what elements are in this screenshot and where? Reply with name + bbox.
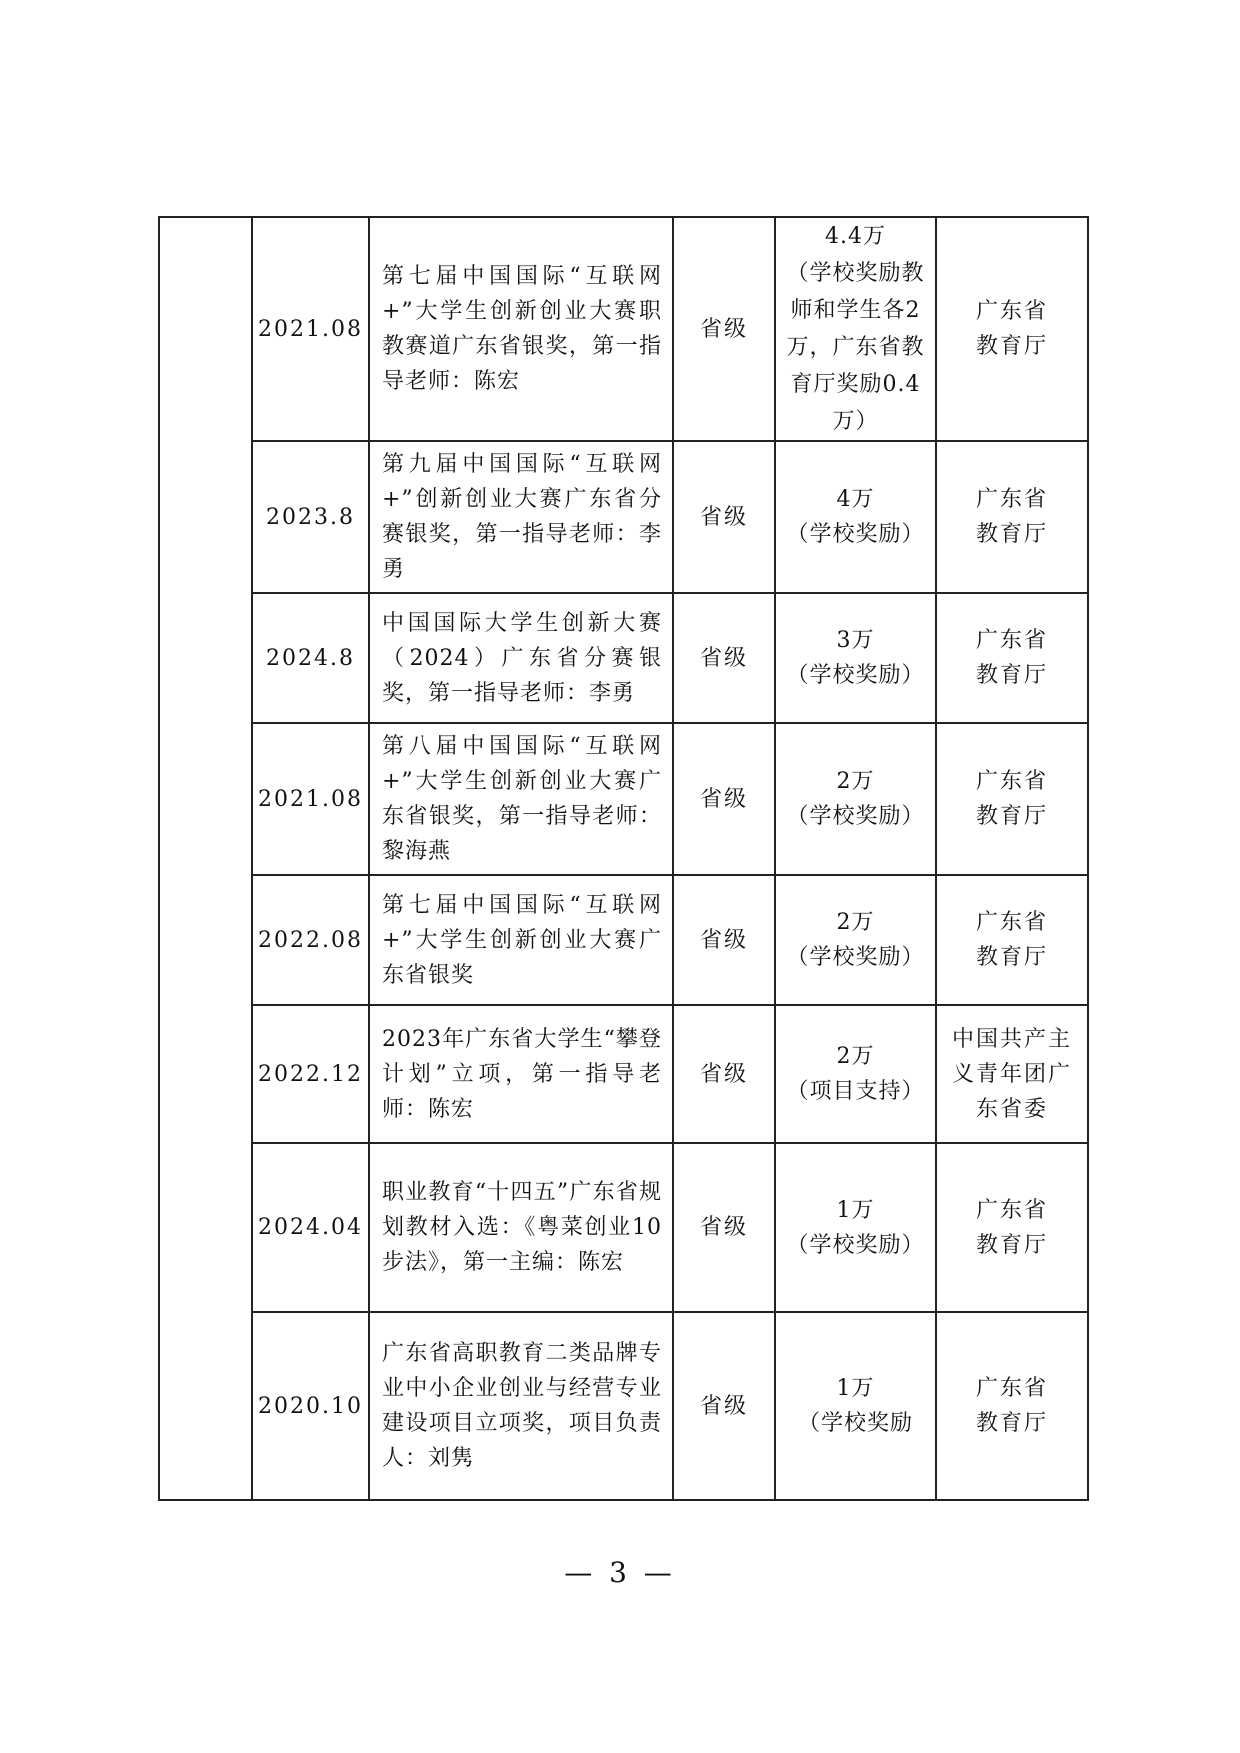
award-amount: 4.4万 （学校奖励教师和学生各2万，广东省教育厅奖励0.4万） [775, 217, 936, 441]
table-row [159, 1005, 1088, 1143]
award-amount: 2万 （学校奖励） [775, 723, 936, 875]
award-date: 2022.12 [252, 1005, 369, 1143]
table-row [159, 1143, 1088, 1312]
award-level: 省级 [673, 217, 775, 441]
award-level: 省级 [673, 593, 775, 723]
awards-table [158, 216, 1089, 1501]
award-date: 2024.8 [252, 593, 369, 723]
award-amount: 3万 （学校奖励） [775, 593, 936, 723]
award-amount: 2万 （学校奖励） [775, 875, 936, 1005]
award-date: 2020.10 [252, 1312, 369, 1500]
award-description: 2023年广东省大学生“攀登计划”立项，第一指导老师：陈宏 [369, 1005, 673, 1143]
award-date: 2023.8 [252, 441, 369, 593]
award-amount: 2万 （项目支持） [775, 1005, 936, 1143]
award-description: 中国国际大学生创新大赛（2024）广东省分赛银奖，第一指导老师：李勇 [369, 593, 673, 723]
award-issuer: 中国共产主义青年团广东省委 [936, 1005, 1088, 1143]
award-issuer: 广东省 教育厅 [936, 1143, 1088, 1312]
award-issuer: 广东省 教育厅 [936, 441, 1088, 593]
award-amount: 1万 （学校奖励 [775, 1312, 936, 1500]
award-issuer: 广东省 教育厅 [936, 723, 1088, 875]
award-description: 职业教育“十四五”广东省规划教材入选：《粤菜创业10步法》，第一主编：陈宏 [369, 1143, 673, 1312]
table-row [159, 217, 1088, 441]
table-row [159, 1312, 1088, 1500]
award-description: 第七届中国国际“互联网+”大学生创新创业大赛广东省银奖 [369, 875, 673, 1005]
award-issuer: 广东省 教育厅 [936, 593, 1088, 723]
award-amount: 1万 （学校奖励） [775, 1143, 936, 1312]
award-issuer: 广东省 教育厅 [936, 1312, 1088, 1500]
award-level: 省级 [673, 1143, 775, 1312]
award-description: 第八届中国国际“互联网+”大学生创新创业大赛广东省银奖，第一指导老师：黎海燕 [369, 723, 673, 875]
award-description: 广东省高职教育二类品牌专业中小企业创业与经营专业建设项目立项奖，项目负责人：刘隽 [369, 1312, 673, 1500]
award-description: 第九届中国国际“互联网+”创新创业大赛广东省分赛银奖，第一指导老师：李勇 [369, 441, 673, 593]
award-level: 省级 [673, 1005, 775, 1143]
table-row [159, 723, 1088, 875]
table-row [159, 441, 1088, 593]
page-number: — 3 — [564, 1556, 676, 1589]
award-level: 省级 [673, 441, 775, 593]
award-date: 2021.08 [252, 723, 369, 875]
award-date: 2022.08 [252, 875, 369, 1005]
award-date: 2024.04 [252, 1143, 369, 1312]
award-date: 2021.08 [252, 217, 369, 441]
table-row [159, 593, 1088, 723]
award-level: 省级 [673, 875, 775, 1005]
award-description: 第七届中国国际“互联网+”大学生创新创业大赛职教赛道广东省银奖，第一指导老师：陈宏 [369, 217, 673, 441]
award-level: 省级 [673, 1312, 775, 1500]
award-issuer: 广东省 教育厅 [936, 217, 1088, 441]
award-issuer: 广东省 教育厅 [936, 875, 1088, 1005]
merged-category-cell [159, 217, 252, 1500]
award-level: 省级 [673, 723, 775, 875]
award-amount: 4万 （学校奖励） [775, 441, 936, 593]
table-row [159, 875, 1088, 1005]
